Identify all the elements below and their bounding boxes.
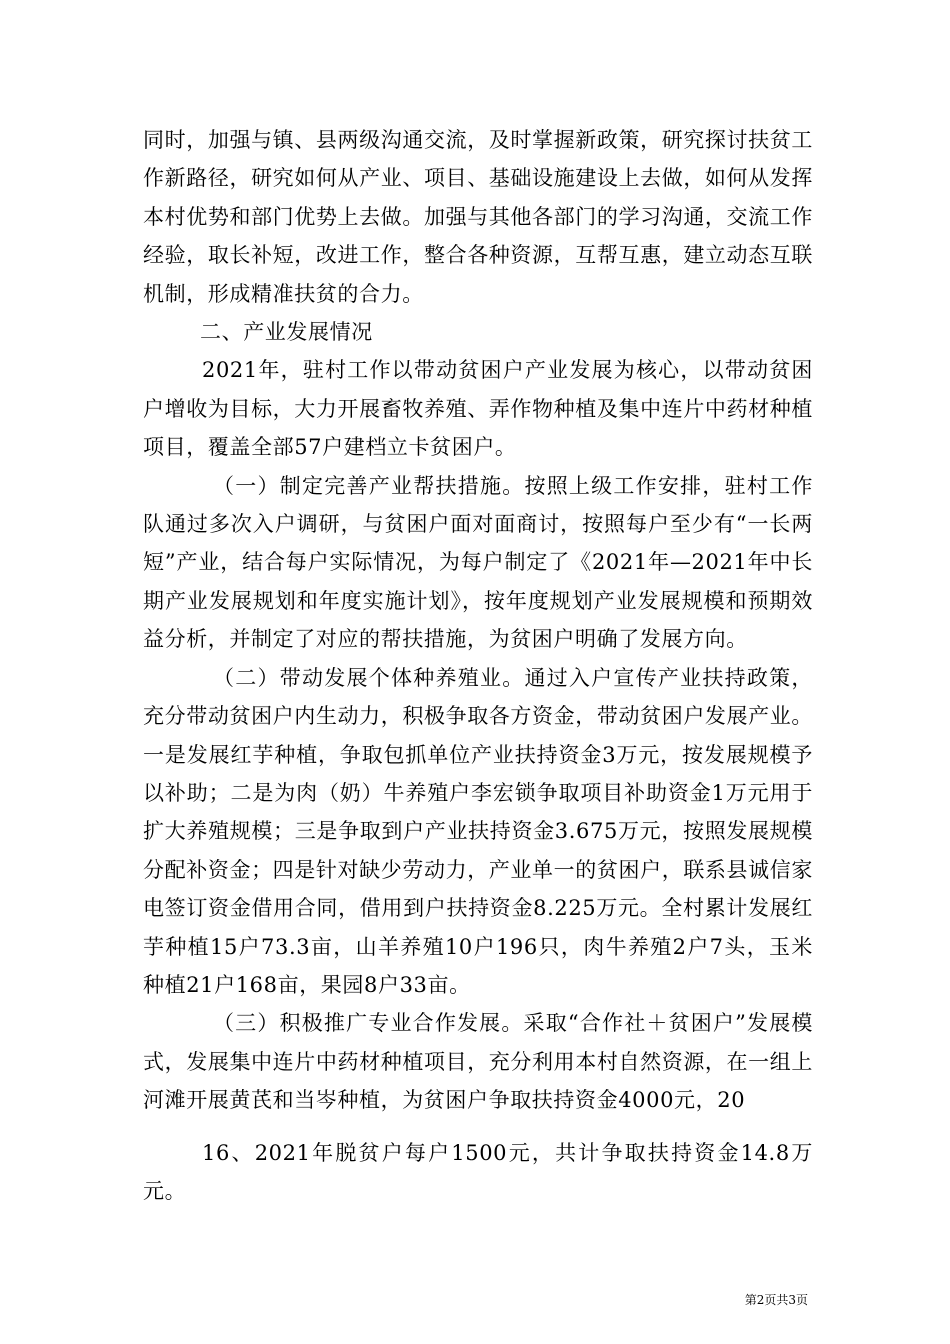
- paragraph-industry-overview: 2021年，驻村工作以带动贫困户产业发展为核心，以带动贫困户增收为目标，大力开展畜牧养殖、弄作物种植及集中连片中药材种植项目，覆盖全部57户建档立卡贫困户。: [143, 358, 813, 460]
- document-body: [143, 121, 813, 1210]
- paragraph-individual-farming: （二）带动发展个体种养殖业。通过入户宣传产业扶持政策，充分带动贫困户内生动力，积极争取各方资金，带动贫困户发展产业。一是发展红芋种植，争取包抓单位产业扶持资金3万元，按发展规模予以补助；二是为肉（奶）牛养殖户李宏锁争取项目补助资金1万元用于扩大养殖规模；三是争取到户产业扶持资金3.675万元，按照发展规模分配补资金；四是针对缺少劳动力，产业单一的贫困户，联系县诚信家电签订资金借用合同，借用到户扶持资金8.225万元。全村累计发展红芋种植15户73.3亩，山羊养殖10户196只，肉牛养殖2户7头，玉米种植21户168亩，果园8户33亩。: [143, 665, 813, 997]
- paragraph-cooperative: （三）积极推广专业合作发展。采取“合作社＋贫困户”发展模式，发展集中连片中药材种植项目，充分利用本村自然资源，在一组上河滩开展黄芪和当岑种植，为贫困户争取扶持资金4000元，20: [143, 1011, 813, 1113]
- paragraph-poverty-funds: 16、2021年脱贫户每户1500元，共计争取扶持资金14.8万元。: [143, 1140, 813, 1203]
- paragraph-support-measures: （一）制定完善产业帮扶措施。按照上级工作安排，驻村工作队通过多次入户调研，与贫困户面对面商讨，按照每户至少有“一长两短”产业，结合每户实际情况，为每户制定了《2021年—2021年中长期产业发展规划和年度实施计划》，按年度规划产业发展规模和预期效益分析，并制定了对应的帮扶措施，为贫困户明确了发展方向。: [143, 473, 813, 652]
- page-number: 第2页共3页: [744, 1293, 808, 1307]
- section-heading-industry: 二、产业发展情况: [200, 320, 373, 345]
- paragraph-coordination: 同时，加强与镇、县两级沟通交流，及时掌握新政策，研究探讨扶贫工作新路径，研究如何从产业、项目、基础设施建设上去做，如何从发挥本村优势和部门优势上去做。加强与其他各部门的学习沟通，交流工作经验，取长补短，改进工作，整合各种资源，互帮互惠，建立动态互联机制，形成精准扶贫的合力。: [143, 128, 813, 306]
